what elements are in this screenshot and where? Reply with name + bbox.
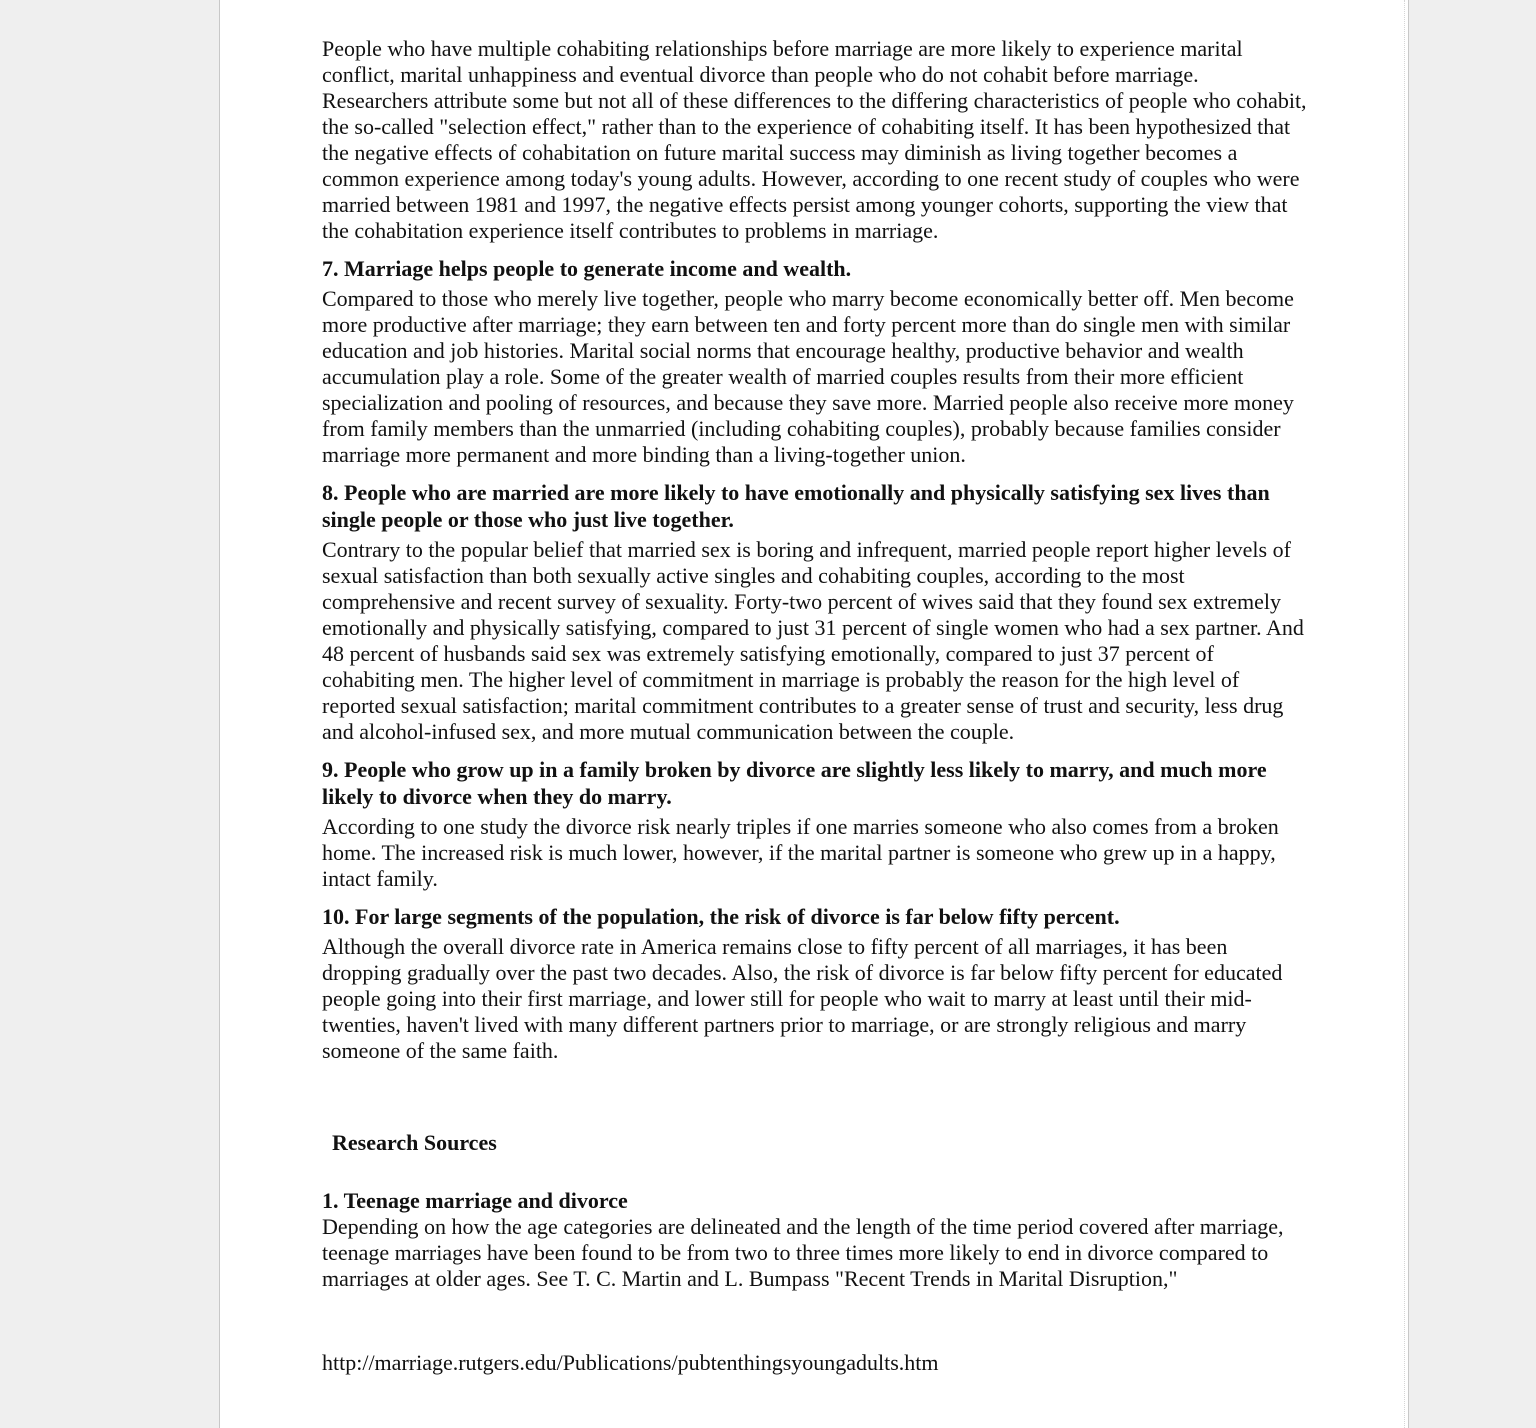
document-page — [219, 0, 1409, 1428]
source-heading-1: 1. Teenage marriage and divorce — [322, 1188, 628, 1213]
section-body-9: According to one study the divorce risk nearly triples if one marries someone who also comes from a broken home. The increased risk is much lower, however, if the marital partner is someone who grew up in a happy, intact family. — [322, 814, 1279, 891]
source-body-1: Depending on how the age categories are delineated and the length of the time period covered after marriage, teenage marriages have been found to be from two to three times more likely to end in divorce compared to marriages at older ages. See T. C. Martin and L. Bumpass "Recent Trends in Marital Disruption," — [322, 1214, 1284, 1291]
source-url-link[interactable]: http://marriage.rutgers.edu/Publications/pubtenthingsyoungadults.htm — [322, 1350, 939, 1375]
section-body-10: Although the overall divorce rate in America remains close to fifty percent of all marriages, it has been dropping gradually over the past two decades. Also, the risk of divorce is far below fifty percent for educated people going into their first marriage, and lower still for people who wait to marry at least until their mid-twenties, haven't lived with many different partners prior to marriage, or are strongly religious and marry someone of the same faith. — [322, 934, 1283, 1063]
section-body-7: Compared to those who merely live together, people who marry become economically better off. Men become more productive after marriage; they earn between ten and forty percent more than do single men with similar education and job histories. Marital social norms that encourage healthy, productive behavior and wealth accumulation play a role. Some of the greater wealth of married couples results from their more efficient specialization and pooling of resources, and because they save more. Married people also receive more money from family members than the unmarried (including cohabiting couples), probably because families consider marriage more permanent and more binding than a living-together union. — [322, 286, 1294, 467]
section-heading-10: 10. For large segments of the population, the risk of divorce is far below fifty percent. — [322, 904, 1120, 929]
page-edge-divider — [1404, 0, 1408, 1428]
intro-paragraph: People who have multiple cohabiting relationships before marriage are more likely to experience marital conflict, marital unhappiness and eventual divorce than people who do not cohabit before marriage. Researchers attribute some but not all of these differences to the differing characteristics of people who cohabit, the so-called "selection effect," rather than to the experience of cohabiting itself. It has been hypothesized that the negative effects of cohabitation on future marital success may diminish as living together becomes a common experience among today's young adults. However, according to one recent study of couples who were married between 1981 and 1997, the negative effects persist among younger cohorts, supporting the view that the cohabitation experience itself contributes to problems in marriage. — [322, 36, 1307, 243]
section-heading-8: 8. People who are married are more likely to have emotionally and physically satisfying sex lives than single people or those who just live together. — [322, 480, 1270, 532]
page-content — [322, 36, 1307, 1376]
section-body-8: Contrary to the popular belief that married sex is boring and infrequent, married people report higher levels of sexual satisfaction than both sexually active singles and cohabiting couples, according to the most comprehensive and recent survey of sexuality. Forty-two percent of wives said that they found sex extremely emotionally and physically satisfying, compared to just 31 percent of single women who had a sex partner. And 48 percent of husbands said sex was extremely satisfying emotionally, compared to just 37 percent of cohabiting men. The higher level of commitment in marriage is probably the reason for the high level of reported sexual satisfaction; marital commitment contributes to a greater sense of trust and security, less drug and alcohol-infused sex, and more mutual communication between the couple. — [322, 537, 1304, 744]
section-heading-9: 9. People who grow up in a family broken by divorce are slightly less likely to marry, and much more likely to divorce when they do marry. — [322, 757, 1267, 809]
research-sources-title: Research Sources — [332, 1130, 497, 1155]
section-heading-7: 7. Marriage helps people to generate income and wealth. — [322, 256, 852, 281]
